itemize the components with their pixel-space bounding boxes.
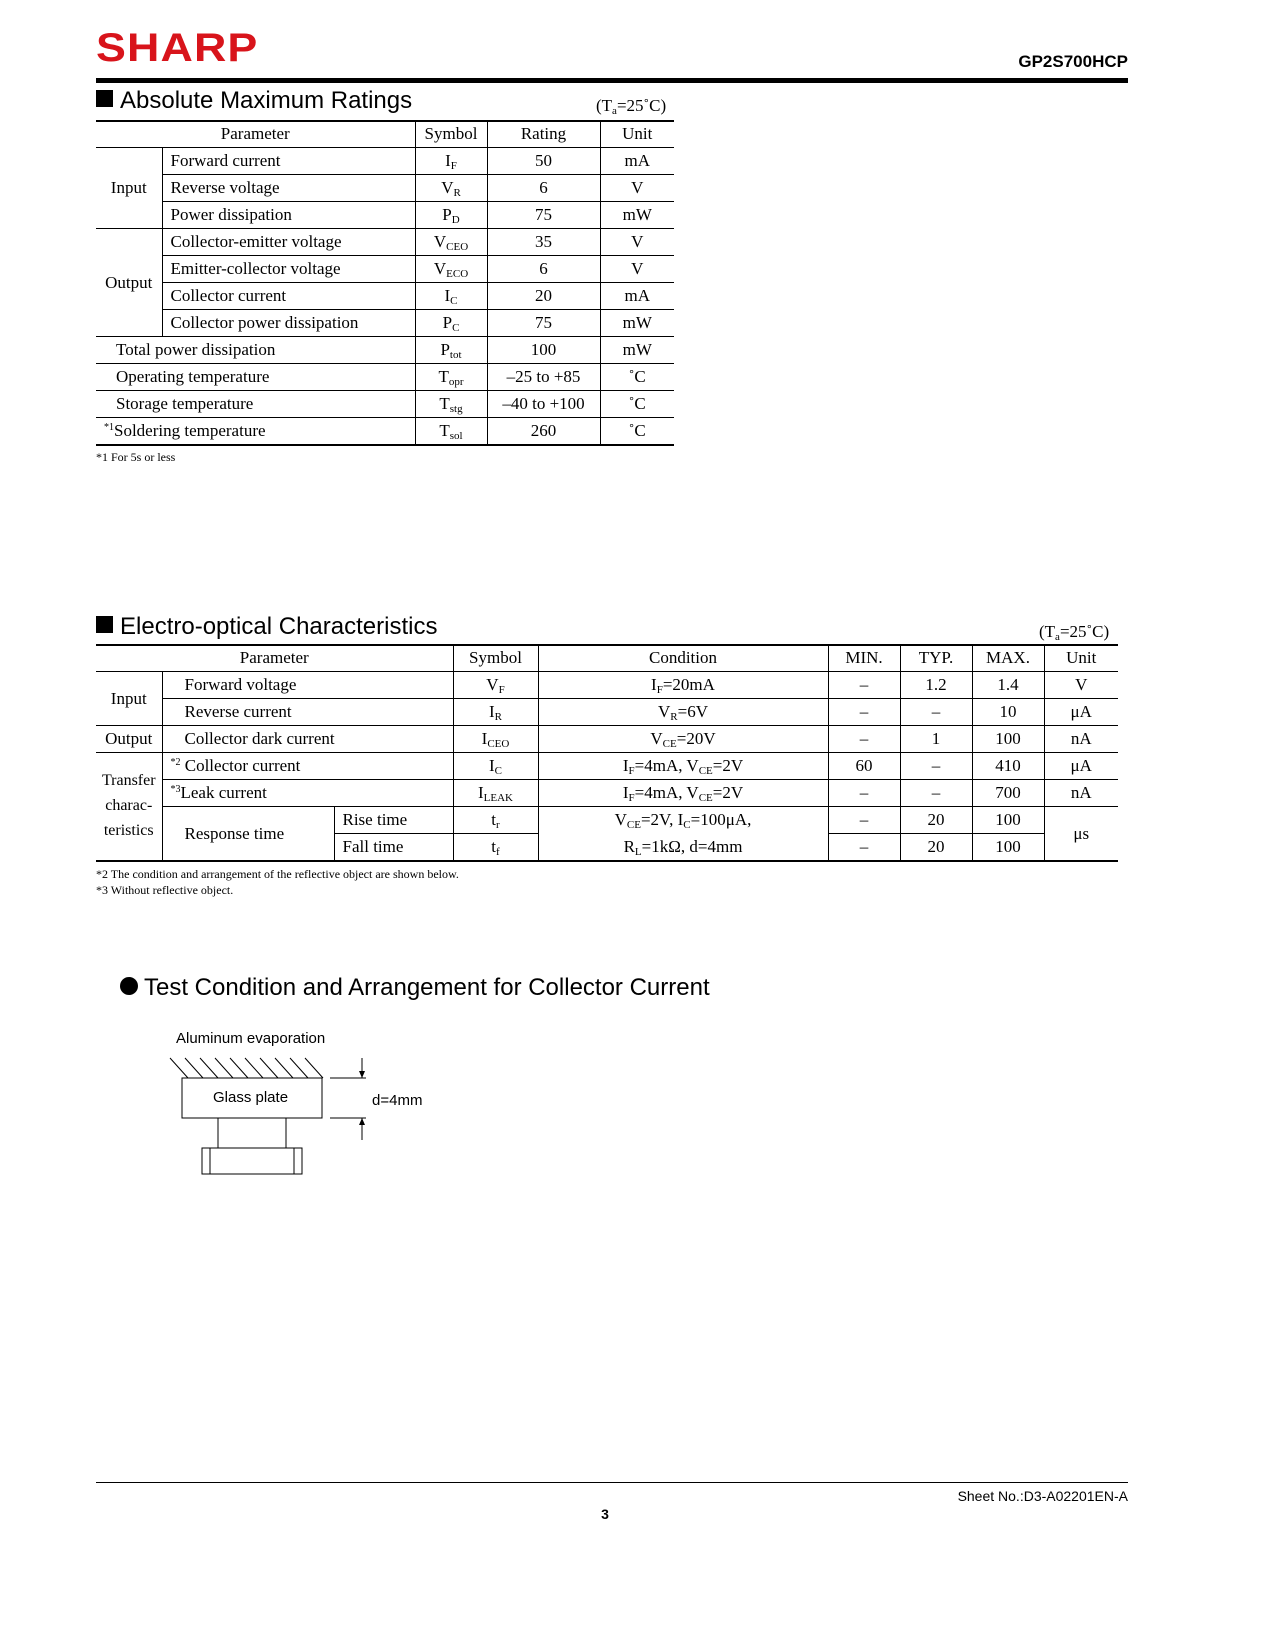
sharp-logo: SHARP [96,26,259,70]
table-row [96,699,1118,726]
unit-cell: V [600,229,674,256]
param-cell: Reverse voltage [162,175,415,202]
param-cell: Collector dark current [162,726,453,753]
eoc-col-condition: Condition [538,645,828,672]
glass-plate-label: Glass plate [213,1089,289,1106]
amr-group-input: Input [96,148,162,229]
unit-cell: ˚C [600,391,674,418]
eoc-col-max: MAX. [972,645,1044,672]
symbol-cell: $V_{ECO}$ [415,256,487,283]
param-cell: Collector power dissipation [162,310,415,337]
condition-cell: $I_F=4mA$, $V_{CE}=2V$ [538,780,828,807]
typ-cell: – [900,753,972,780]
table-row [96,283,674,310]
eoc-footnotes [96,866,459,898]
symbol-cell: $P_D$ [415,202,487,229]
unit-cell: V [600,256,674,283]
symbol-cell: $V_R$ [415,175,487,202]
table-row [96,364,674,391]
symbol-cell: $t_r$ [453,807,538,834]
eoc-col-min: MIN. [828,645,900,672]
amr-col-parameter: Parameter [96,121,415,148]
max-cell: 1.4 [972,672,1044,699]
unit-cell: mW [600,337,674,364]
symbol-cell: $T_{opr}$ [415,364,487,391]
table-row [96,148,674,175]
min-cell: – [828,699,900,726]
rating-cell: 35 [487,229,600,256]
distance-label: d=4mm [372,1092,423,1109]
eoc-col-unit: Unit [1044,645,1118,672]
rating-cell: –40 to +100 [487,391,600,418]
symbol-cell: $I_C$ [415,283,487,310]
rating-cell: 50 [487,148,600,175]
typ-cell: 20 [900,807,972,834]
condition-cell: $I_F=20mA$ [538,672,828,699]
header-rule [96,78,1128,83]
test-title: Test Condition and Arrangement for Collector Current [144,974,710,1001]
table-row [96,391,674,418]
square-bullet-icon [96,616,113,633]
amr-table [96,121,674,446]
max-cell: 700 [972,780,1044,807]
param-cell: Forward current [162,148,415,175]
param-cell: $^{*3}$Leak current [162,780,453,807]
symbol-cell: $t_f$ [453,834,538,862]
test-arrangement-diagram [160,1052,460,1182]
footnote-mark: *2 [170,757,181,768]
typ-cell: – [900,780,972,807]
typ-cell: 1.2 [900,672,972,699]
min-cell: – [828,780,900,807]
typ-cell: 20 [900,834,972,862]
symbol-cell: $P_C$ [415,310,487,337]
max-cell: 100 [972,834,1044,862]
param-cell: Fall time [334,834,453,862]
symbol-cell: $P_{tot}$ [415,337,487,364]
param-cell: Reverse current [162,699,453,726]
eoc-header-row [96,645,1118,672]
rating-cell: 20 [487,283,600,310]
symbol-cell: $V_{CEO}$ [415,229,487,256]
param-cell: Rise time [334,807,453,834]
symbol-cell: $T_{stg}$ [415,391,487,418]
unit-cell: mW [600,202,674,229]
eoc-condition: $(T_a=25˚C)$ [1039,622,1110,643]
symbol-cell: $V_F$ [453,672,538,699]
param-cell: $^{*2}$ Collector current [162,753,453,780]
square-bullet-icon [96,90,113,107]
param-cell: Storage temperature [96,391,415,418]
param-cell: Collector-emitter voltage [162,229,415,256]
table-row [96,418,674,446]
min-cell: – [828,672,900,699]
param-cell: Emitter-collector voltage [162,256,415,283]
min-cell: – [828,834,900,862]
param-cell: $^{*1}$Soldering temperature [96,418,415,446]
unit-cell: V [1044,672,1118,699]
amr-condition: $(T_a=25˚C)$ [596,96,667,117]
eoc-col-typ: TYP. [900,645,972,672]
rating-cell: 75 [487,202,600,229]
eoc-group-input: Input [96,672,162,726]
max-cell: 100 [972,807,1044,834]
eoc-col-symbol: Symbol [453,645,538,672]
table-row [96,753,1118,780]
rating-cell: –25 to +85 [487,364,600,391]
rating-cell: 260 [487,418,600,446]
unit-cell: V [600,175,674,202]
circle-bullet-icon [120,977,138,995]
rating-cell: 6 [487,175,600,202]
param-cell: Total power dissipation [96,337,415,364]
table-row [96,175,674,202]
eoc-title: Electro-optical Characteristics [120,613,438,640]
rating-cell: 100 [487,337,600,364]
table-row [96,807,1118,834]
condition-cell: $I_F=4mA$, $V_{CE}=2V$ [538,753,828,780]
param-cell: Forward voltage [162,672,453,699]
table-row [96,310,674,337]
amr-header-row [96,121,674,148]
typ-cell: – [900,699,972,726]
unit-cell: nA [1044,780,1118,807]
unit-cell: mW [600,310,674,337]
eoc-footnote-2: *2 The condition and arrangement of the reflective object are shown below. [96,867,459,881]
footnote-mark: *3 [170,784,181,795]
symbol-cell: $I_F$ [415,148,487,175]
page-number: 3 [601,1506,609,1522]
rating-cell: 6 [487,256,600,283]
unit-cell: μA [1044,699,1118,726]
amr-title: Absolute Maximum Ratings [120,87,413,114]
param-cell: Power dissipation [162,202,415,229]
unit-cell: ˚C [600,418,674,446]
table-row [96,726,1118,753]
symbol-cell: $I_R$ [453,699,538,726]
max-cell: 100 [972,726,1044,753]
eoc-group-output: Output [96,726,162,753]
min-cell: – [828,726,900,753]
amr-footnote-1: *1 For 5s or less [96,450,176,464]
amr-col-rating: Rating [487,121,600,148]
unit-cell: μs [1044,807,1118,862]
unit-cell: mA [600,148,674,175]
symbol-cell: $I_C$ [453,753,538,780]
footer-rule [96,1482,1128,1483]
unit-cell: mA [600,283,674,310]
min-cell: – [828,807,900,834]
eoc-col-parameter: Parameter [96,645,453,672]
max-cell: 10 [972,699,1044,726]
unit-cell: μA [1044,753,1118,780]
table-row [96,229,674,256]
footnote-mark: *1 [104,422,114,433]
table-row [96,672,1118,699]
param-cell: Collector current [162,283,415,310]
table-row [96,337,674,364]
condition-cell: $V_{CE}=20V$ [538,726,828,753]
condition-cell: $V_R=6V$ [538,699,828,726]
rating-cell: 75 [487,310,600,337]
table-row [96,202,674,229]
model-number: GP2S700HCP [1018,52,1128,71]
symbol-cell: $I_{LEAK}$ [453,780,538,807]
amr-group-output: Output [96,229,162,337]
typ-cell: 1 [900,726,972,753]
eoc-heading [96,615,437,639]
condition-cell: $R_L=1k\Omega$, d=4mm [538,834,828,862]
amr-heading [96,89,412,113]
test-heading [120,976,710,1000]
symbol-cell: $I_{CEO}$ [453,726,538,753]
eoc-group-transfer: Transfer charac- teristics [96,753,162,862]
table-row [96,780,1118,807]
aluminum-label: Aluminum evaporation [176,1030,326,1047]
unit-cell: nA [1044,726,1118,753]
amr-col-unit: Unit [600,121,674,148]
response-time-label: Response time [162,807,334,862]
sheet-number: Sheet No.:D3-A02201EN-A [957,1488,1128,1504]
eoc-footnote-3: *3 Without reflective object. [96,883,234,898]
min-cell: 60 [828,753,900,780]
param-cell: Operating temperature [96,364,415,391]
max-cell: 410 [972,753,1044,780]
unit-cell: ˚C [600,364,674,391]
table-row [96,256,674,283]
symbol-cell: $T_{sol}$ [415,418,487,446]
eoc-table [96,645,1118,862]
amr-col-symbol: Symbol [415,121,487,148]
condition-cell: $V_{CE}=2V$, $I_C=100\mu A$, [538,807,828,834]
